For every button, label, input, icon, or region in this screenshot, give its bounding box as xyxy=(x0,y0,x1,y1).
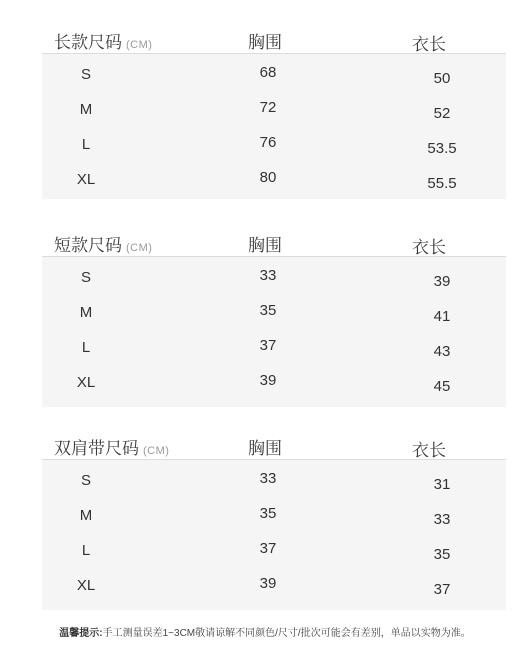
warm-tip xyxy=(0,624,530,639)
size-cell: L xyxy=(81,339,91,356)
length-cell: 35 xyxy=(433,546,451,563)
length-cell: 39 xyxy=(433,273,451,290)
chest-cell: 76 xyxy=(259,134,277,151)
size-cell: L xyxy=(81,136,91,153)
table-row xyxy=(42,163,506,198)
size-cell: M xyxy=(79,507,93,524)
table-header xyxy=(42,225,506,257)
table-row xyxy=(42,128,506,163)
size-table-long xyxy=(42,22,506,199)
length-cell: 31 xyxy=(433,476,451,493)
chest-cell: 72 xyxy=(259,99,277,116)
table-body xyxy=(42,460,506,610)
table-title xyxy=(54,231,152,256)
size-cell: XL xyxy=(76,374,96,391)
chest-column-header: 胸围 xyxy=(248,33,282,52)
chest-cell: 35 xyxy=(259,302,277,319)
unit-label: (CM) xyxy=(126,39,153,51)
length-cell: 45 xyxy=(433,378,451,395)
table-header xyxy=(42,22,506,54)
tip-text: 手工测量误差1~3CM敬请谅解不同颜色/尺寸/批次可能会有差别，单品以实物为准。 xyxy=(102,628,471,639)
length-cell: 52 xyxy=(433,105,451,122)
chest-cell: 39 xyxy=(259,575,277,592)
length-cell: 33 xyxy=(433,511,451,528)
chest-cell: 37 xyxy=(259,540,277,557)
size-cell: S xyxy=(80,66,91,83)
table-title xyxy=(54,434,169,459)
table-row xyxy=(42,93,506,128)
table-row xyxy=(42,261,506,296)
size-cell: XL xyxy=(76,171,96,188)
chest-column-header: 胸围 xyxy=(248,236,282,255)
length-cell: 37 xyxy=(433,581,451,598)
table-row xyxy=(42,58,506,93)
chest-cell: 68 xyxy=(259,64,277,81)
size-cell: M xyxy=(79,101,93,118)
chest-cell: 80 xyxy=(259,169,277,186)
table-row xyxy=(42,331,506,366)
table-row xyxy=(42,569,506,604)
chest-cell: 37 xyxy=(259,337,277,354)
length-cell: 41 xyxy=(433,308,451,325)
table-body xyxy=(42,257,506,407)
length-cell: 50 xyxy=(433,70,451,87)
chest-cell: 35 xyxy=(259,505,277,522)
size-cell: S xyxy=(80,269,91,286)
table-title-text: 长款尺码 xyxy=(54,33,122,52)
table-body xyxy=(42,54,506,199)
chest-cell: 33 xyxy=(259,470,277,487)
table-row xyxy=(42,296,506,331)
unit-label: (CM) xyxy=(143,445,170,457)
chest-cell: 39 xyxy=(259,372,277,389)
table-row xyxy=(42,464,506,499)
length-cell: 43 xyxy=(433,343,451,360)
length-cell: 53.5 xyxy=(427,140,457,157)
table-title-text: 短款尺码 xyxy=(54,236,122,255)
size-cell: L xyxy=(81,542,91,559)
size-cell: XL xyxy=(76,577,96,594)
table-title xyxy=(54,28,152,53)
length-column-header: 衣长 xyxy=(412,441,446,460)
table-row xyxy=(42,366,506,401)
table-header xyxy=(42,428,506,460)
table-row xyxy=(42,499,506,534)
tip-label: 温馨提示: xyxy=(59,628,103,639)
table-row xyxy=(42,534,506,569)
length-column-header: 衣长 xyxy=(412,238,446,257)
unit-label: (CM) xyxy=(126,242,153,254)
length-cell: 55.5 xyxy=(427,175,457,192)
length-column-header: 衣长 xyxy=(412,35,446,54)
size-cell: M xyxy=(79,304,93,321)
size-table-short xyxy=(42,225,506,407)
chest-cell: 33 xyxy=(259,267,277,284)
size-cell: S xyxy=(80,472,91,489)
chest-column-header: 胸围 xyxy=(248,439,282,458)
size-table-double-strap xyxy=(42,428,506,610)
table-title-text: 双肩带尺码 xyxy=(54,439,139,458)
